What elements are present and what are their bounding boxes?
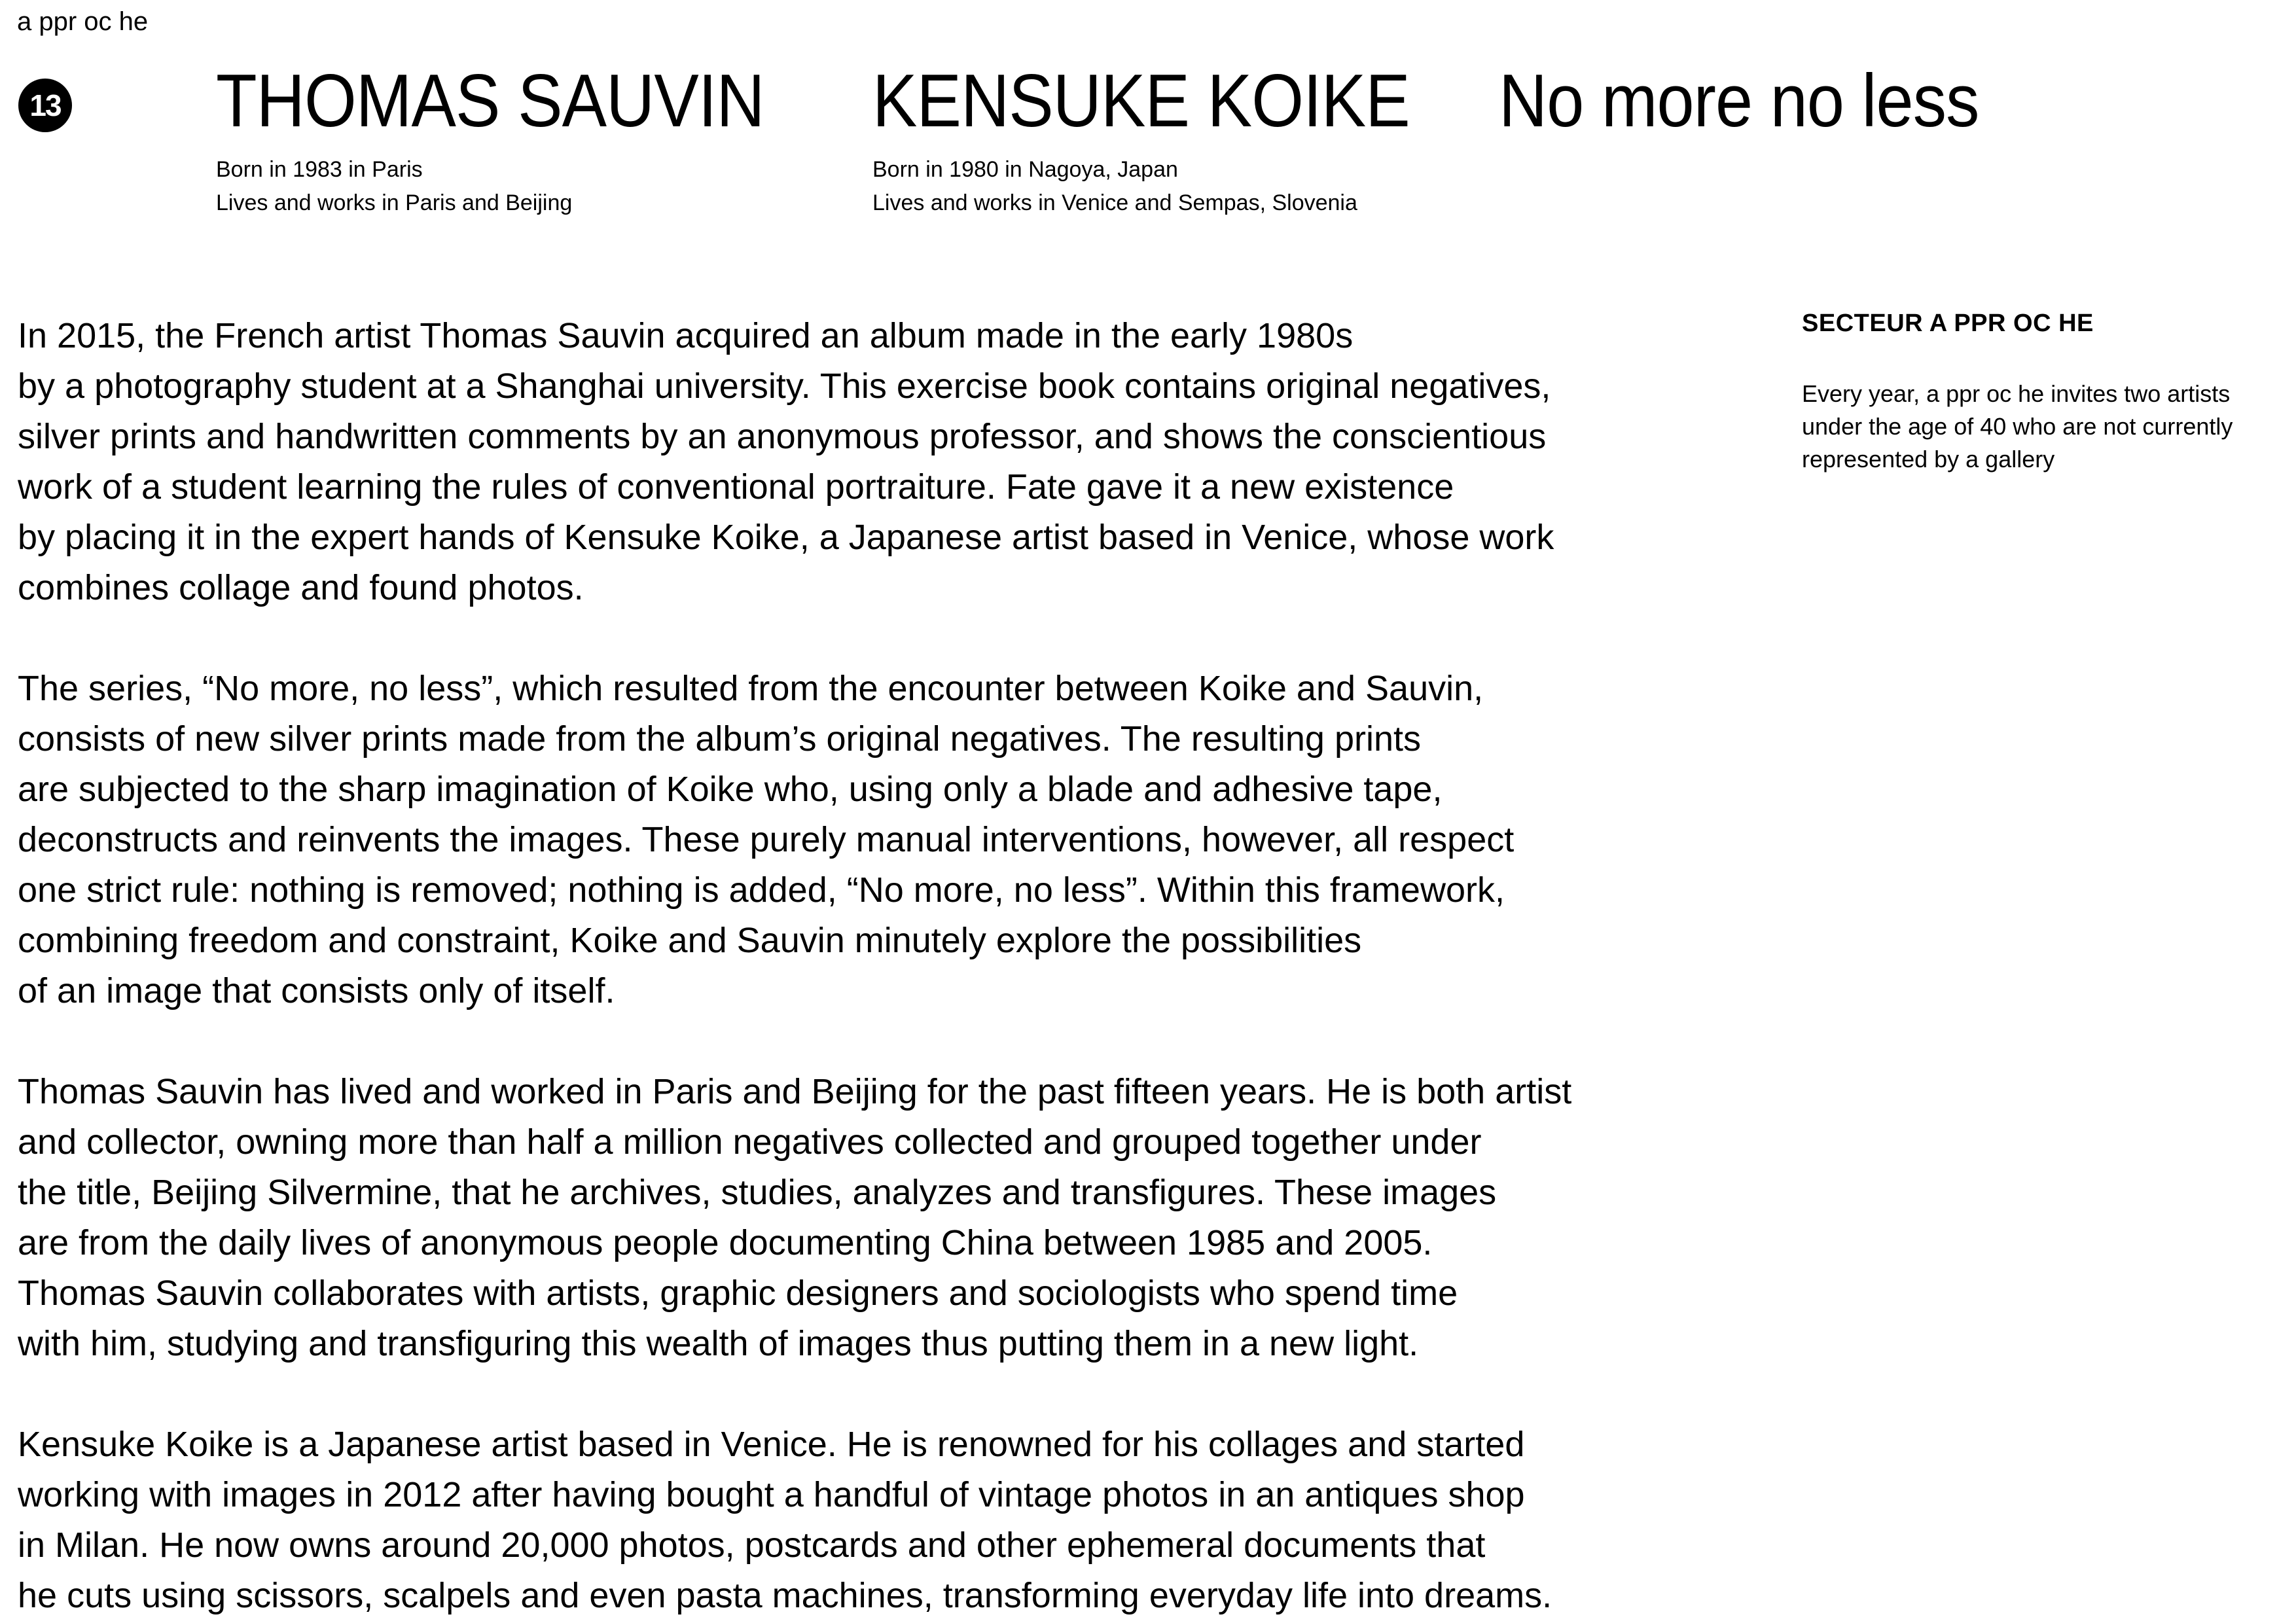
artist-name-kensuke-koike: KENSUKE KOIKE xyxy=(872,60,1410,143)
bio-born-line: Born in 1983 in Paris xyxy=(216,157,423,182)
paragraph-intro xyxy=(18,311,1571,613)
artist-name-thomas-sauvin: THOMAS SAUVIN xyxy=(216,60,764,143)
text-line: in Milan. He now owns around 20,000 photos, postcards and other ephemeral documents that xyxy=(18,1525,1486,1565)
text-line: work of a student learning the rules of conventional portraiture. Fate gave it a new existence xyxy=(18,467,1454,507)
text-line: Kensuke Koike is a Japanese artist based in Venice. He is renowned for his collages and started xyxy=(18,1425,1525,1464)
bio-lives-line: Lives and works in Venice and Sempas, Slovenia xyxy=(872,190,1357,215)
text-line: deconstructs and reinvents the images. These purely manual interventions, however, all respect xyxy=(18,820,1515,859)
brand-logo: a ppr oc he xyxy=(17,7,149,36)
main-text xyxy=(18,311,1571,1621)
text-line: silver prints and handwritten comments by an anonymous professor, and shows the conscientious xyxy=(18,417,1547,456)
paragraph-sauvin-bio xyxy=(18,1067,1571,1369)
text-line: Every year, a ppr oc he invites two artists xyxy=(1802,380,2231,407)
bio-lives-line: Lives and works in Paris and Beijing xyxy=(216,190,573,215)
text-line: Thomas Sauvin collaborates with artists, graphic designers and sociologists who spend time xyxy=(18,1274,1458,1313)
artist-bio-kensuke-koike xyxy=(872,153,1357,220)
text-line: represented by a gallery xyxy=(1802,446,2055,473)
text-line: by a photography student at a Shanghai university. This exercise book contains original negatives, xyxy=(18,366,1551,406)
sidebar xyxy=(1802,308,2296,476)
paragraph-series xyxy=(18,664,1571,1016)
text-line: of an image that consists only of itself. xyxy=(18,971,615,1010)
sidebar-heading: SECTEUR A PPR OC HE xyxy=(1802,310,2094,337)
text-line: working with images in 2012 after having bought a handful of vintage photos in an antiques shop xyxy=(18,1475,1525,1514)
text-line: with him, studying and transfiguring this wealth of images thus putting them in a new light. xyxy=(18,1324,1419,1363)
text-line: he cuts using scissors, scalpels and even pasta machines, transforming everyday life into dreams. xyxy=(18,1576,1552,1615)
text-line: by placing it in the expert hands of Kensuke Koike, a Japanese artist based in Venice, whose work xyxy=(18,518,1554,557)
text-line: Thomas Sauvin has lived and worked in Paris and Beijing for the past fifteen years. He is both artist xyxy=(18,1072,1572,1111)
series-title: No more no less xyxy=(1499,60,1979,143)
paragraph-koike-bio xyxy=(18,1419,1571,1621)
artist-bio-thomas-sauvin xyxy=(216,153,572,220)
text-line: one strict rule: nothing is removed; nothing is added, “No more, no less”. Within this framework, xyxy=(18,870,1505,910)
text-line: The series, “No more, no less”, which resulted from the encounter between Koike and Sauvin, xyxy=(18,669,1484,708)
text-line: are subjected to the sharp imagination of Koike who, using only a blade and adhesive tape, xyxy=(18,770,1443,809)
text-line: under the age of 40 who are not currently xyxy=(1802,413,2233,440)
text-line: combining freedom and constraint, Koike and Sauvin minutely explore the possibilities xyxy=(18,921,1362,960)
text-line: and collector, owning more than half a million negatives collected and grouped together under xyxy=(18,1122,1482,1162)
text-line: In 2015, the French artist Thomas Sauvin acquired an album made in the early 1980s xyxy=(18,316,1354,355)
edition-badge xyxy=(18,79,72,132)
text-line: combines collage and found photos. xyxy=(18,568,584,607)
text-line: consists of new silver prints made from the album’s original negatives. The resulting prints xyxy=(18,719,1421,758)
text-line: are from the daily lives of anonymous people documenting China between 1985 and 2005. xyxy=(18,1223,1433,1262)
sidebar-description xyxy=(1802,378,2296,476)
text-line: the title, Beijing Silvermine, that he archives, studies, analyzes and transfigures. These images xyxy=(18,1173,1497,1212)
edition-number: 13 xyxy=(29,88,61,122)
bio-born-line: Born in 1980 in Nagoya, Japan xyxy=(872,157,1178,182)
